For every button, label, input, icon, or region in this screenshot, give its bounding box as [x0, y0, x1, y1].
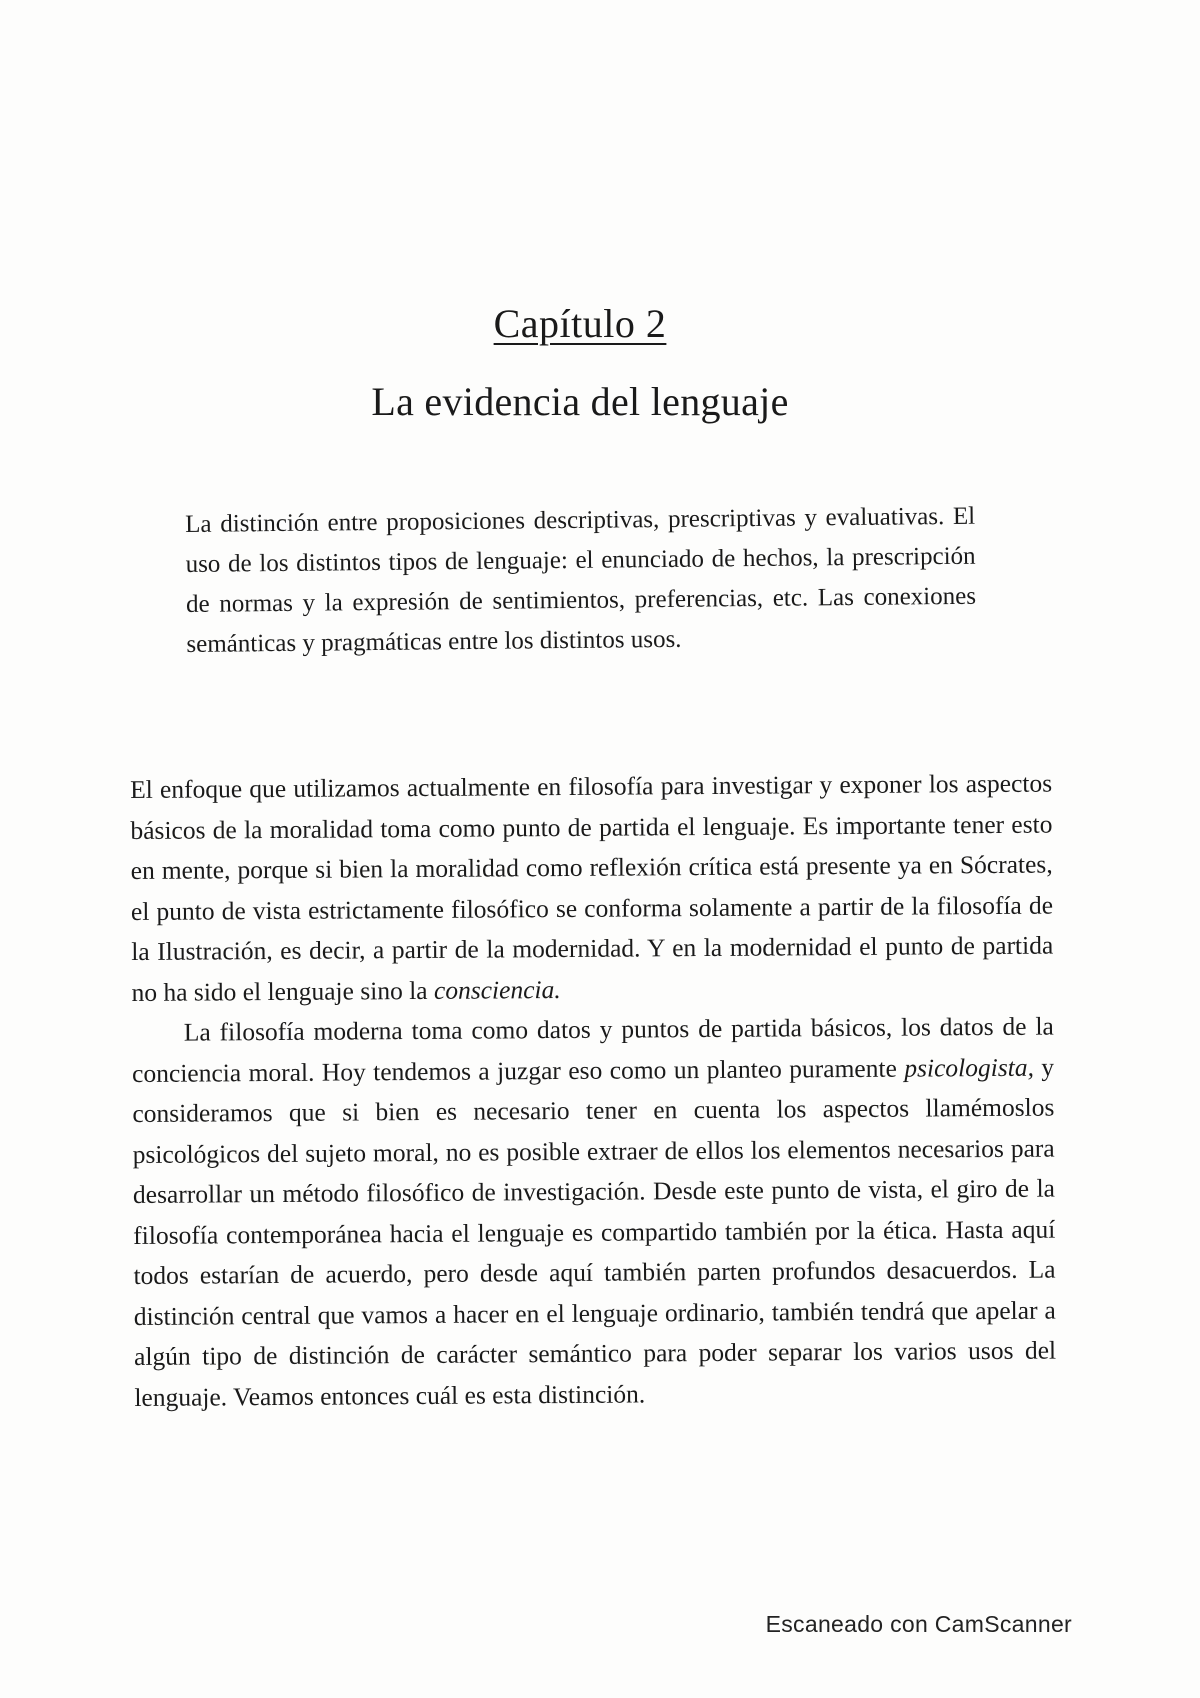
body-text [130, 764, 1057, 1418]
paragraph-2-text-a: La filosofía moderna toma como datos y puntos de partida básicos, los datos de la conciencia moral. Hoy tendemos a juzgar eso como un planteo puramente [132, 1011, 1054, 1088]
paragraph-2 [132, 1007, 1057, 1418]
paragraph-1-text: El enfoque que utilizamos actualmente en filosofía para investigar y exponer los aspectos básicos de la moralidad toma como punto de partida el lenguaje. Es importante tener esto en mente, porque si bien la moralidad como reflexión crítica está presente ya en Sócrates, el punto de vista estrictamente filosófico se conforma solamente a partir de la filosofía de la Ilustración, es decir, a partir de la modernidad. Y en la modernidad el punto de partida no ha sido el lenguaje sino la [130, 768, 1054, 1007]
scanner-watermark: Escaneado con CamScanner [765, 1611, 1072, 1637]
paragraph-1-italic-term: consciencia. [433, 974, 561, 1005]
chapter-label: Capítulo 2 [493, 301, 667, 346]
paragraph-2-italic-term: psicologista, [904, 1052, 1035, 1083]
paragraph-2-text-b: y consideramos que si bien es necesario tener en cuenta los aspectos llamémoslos psicológicos del sujeto moral, no es posible extraer de ellos los elementos necesarios para desarrollar un método filosófico de investigación. Desde este punto de vista, el giro de la filosofía contemporánea hacia el lenguaje es compartido también por la ética. Hasta aquí todos estarían de acuerdo, pero desde aquí también parten profundos desacuerdos. La distinción central que vamos a hacer en el lenguaje ordinario, también tendrá que apelar a algún tipo de distinción de carácter semántico para poder separar los varios usos del lenguaje. Veamos entonces cuál es esta distinción. [132, 1052, 1057, 1412]
paragraph-1 [130, 764, 1054, 1013]
chapter-title: La evidencia del lenguaje [371, 379, 789, 424]
chapter-summary: La distinción entre proposiciones descriptivas, prescriptivas y evaluativas. El uso de los distintos tipos de lenguaje: el enunciado de hechos, la prescripción de normas y la expresión de sentimientos, preferencias, etc. Las conexiones semánticas y pragmáticas entre los distintos usos. [185, 502, 977, 658]
